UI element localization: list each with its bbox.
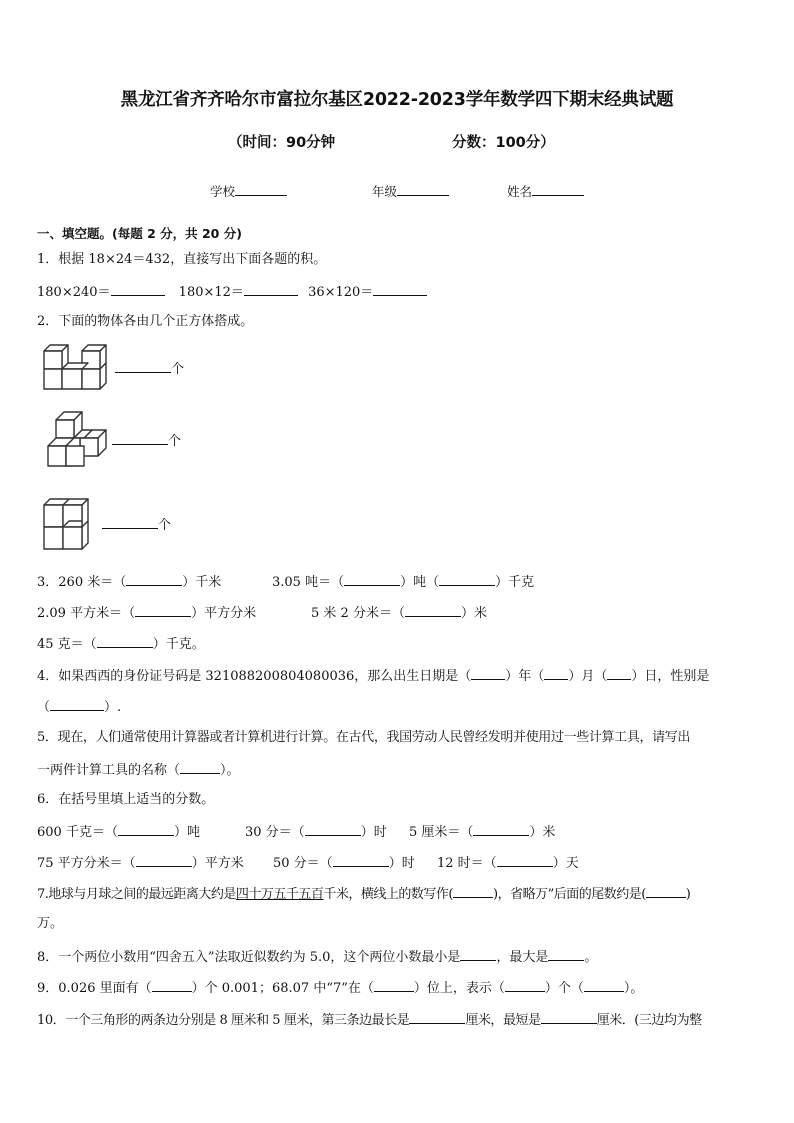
q6-blank-d[interactable] [136, 853, 192, 867]
q6-d-prefix: 75 平方分米＝（ [37, 856, 136, 871]
q1-blank-a[interactable] [111, 282, 165, 296]
question-9 [37, 978, 643, 998]
grade-blank[interactable] [397, 183, 449, 196]
q3-b-suffix: ）千克 [495, 575, 535, 590]
q5-blank[interactable] [180, 760, 220, 774]
section-heading: 一、填空题。(每题 2 分，共 20 分) [37, 226, 242, 241]
q4-prefix: 4．如果西西的身份证号码是 321088200804080036，那么出生日期是（ [37, 669, 472, 684]
q7-blank-1[interactable] [453, 884, 493, 898]
q6-c-prefix: 5 厘米＝（ [409, 825, 474, 840]
question-4-line-2 [37, 697, 121, 717]
exam-time: （时间：90分钟 [228, 135, 336, 151]
q6-f-suffix: ）天 [552, 856, 579, 871]
question-1-stem: 1．根据 18×24＝432，直接写出下面各题的积。 [37, 252, 327, 267]
q3-c-prefix: 2.09 平方米＝（ [37, 606, 136, 621]
question-3-row-1b [272, 572, 534, 592]
q3-a-suffix: ）千米 [182, 575, 222, 590]
q4-blank-day[interactable] [607, 666, 631, 680]
school-blank[interactable] [235, 183, 287, 196]
question-3-row-2b [311, 603, 487, 623]
question-1-answers [37, 282, 427, 302]
q4-month-label: ）月（ [568, 669, 608, 684]
q6-item-c [409, 822, 555, 842]
q6-blank-f[interactable] [497, 853, 553, 867]
q6-item-f [437, 853, 579, 873]
q3-d-prefix: 5 米 2 分米＝（ [311, 606, 405, 621]
question-4-line-1 [37, 666, 709, 686]
q3-c-suffix: ）平方分米 [191, 606, 257, 621]
q2-answer-1 [115, 359, 184, 379]
q3-blank-d[interactable] [405, 603, 461, 617]
q6-a-suffix: ）吨 [173, 825, 200, 840]
q2-unit-1: 个 [171, 362, 185, 377]
q8-middle: ，最大是 [496, 950, 549, 965]
q10-blank-min[interactable] [541, 1010, 597, 1024]
q4-blank-year[interactable] [471, 666, 505, 680]
q2-blank-3[interactable] [102, 515, 158, 529]
q2-unit-3: 个 [158, 518, 172, 533]
q3-blank-a[interactable] [126, 572, 182, 586]
q4-gender-prefix: （ [37, 700, 51, 715]
q4-blank-gender[interactable] [50, 697, 104, 711]
question-3-row-2 [37, 603, 256, 623]
q3-blank-c[interactable] [135, 603, 191, 617]
name-blank[interactable] [532, 183, 584, 196]
cube-figure-1 [42, 343, 108, 391]
q6-item-b [245, 822, 387, 842]
q7-blank-2[interactable] [646, 884, 686, 898]
q4-gender-suffix: ）. [104, 700, 122, 715]
school-label: 学校 [210, 184, 236, 199]
q9-part-d: ）个（ [544, 981, 584, 996]
q7-prefix: 7.地球与月球之间的最远距离大约是 [37, 887, 236, 902]
q10-blank-max[interactable] [409, 1010, 465, 1024]
question-8 [37, 947, 597, 967]
q2-blank-2[interactable] [112, 431, 168, 445]
q6-item-a [37, 822, 200, 842]
page-title: 黑龙江省齐齐哈尔市富拉尔基区2022-2023学年数学四下期末经典试题 [120, 90, 674, 110]
question-7-line-2: 万。 [37, 916, 64, 931]
q6-d-suffix: ）平方米 [191, 856, 244, 871]
school-field [210, 182, 287, 200]
q3-blank-b2[interactable] [439, 572, 495, 586]
question-3-row-1 [37, 572, 221, 592]
cube-figure-2 [46, 410, 108, 468]
q9-part-a: 9．0.026 里面有（ [37, 981, 152, 996]
q2-blank-1[interactable] [115, 359, 171, 373]
q10-middle: 厘米，最短是 [465, 1013, 541, 1028]
q1-item-b: 180×12＝ [178, 285, 244, 300]
q9-blank-2[interactable] [374, 978, 414, 992]
q5-prefix: 一两件计算工具的名称（ [37, 763, 181, 778]
q6-a-prefix: 600 千克＝（ [37, 825, 118, 840]
question-5-line-1: 5．现在，人们通常使用计算器或者计算机进行计算。在古代，我国劳动人民曾经发明并使用过一些计算工具，请写出 [37, 730, 691, 745]
name-field [507, 182, 584, 200]
q8-suffix: 。 [584, 950, 598, 965]
q9-part-e: ）。 [623, 981, 644, 996]
q6-blank-c[interactable] [473, 822, 529, 836]
name-label: 姓名 [507, 184, 533, 199]
q9-part-c: ）位上，表示（ [413, 981, 505, 996]
q1-item-a: 180×240＝ [37, 285, 111, 300]
exam-score: 分数：100分） [452, 135, 555, 151]
q3-b-middle: ）吨（ [400, 575, 440, 590]
q6-item-d [37, 853, 244, 873]
question-6-stem: 6．在括号里填上适当的分数。 [37, 792, 215, 807]
q1-item-c: 36×120＝ [308, 285, 374, 300]
q1-blank-c[interactable] [373, 282, 427, 296]
q4-suffix: ）日，性别是 [631, 669, 710, 684]
q10-prefix: 10．一个三角形的两条边分别是 8 厘米和 5 厘米，第三条边最长是 [37, 1013, 410, 1028]
q9-part-b: ）个 0.001；68.07 中“7”在（ [191, 981, 374, 996]
q6-e-prefix: 50 分＝（ [273, 856, 333, 871]
q7-middle: 千米，横线上的数写作( [323, 887, 453, 902]
q7-underlined-number: 四十万五千五百 [235, 887, 324, 902]
question-3-row-3 [37, 634, 205, 654]
q4-blank-month[interactable] [544, 666, 568, 680]
q6-item-e [273, 853, 415, 873]
q6-blank-b[interactable] [305, 822, 361, 836]
question-10 [37, 1010, 702, 1030]
cube-figure-3 [42, 497, 96, 551]
q4-year-label: ）年（ [505, 669, 545, 684]
question-5-line-2 [37, 760, 240, 780]
q6-c-suffix: ）米 [529, 825, 556, 840]
q5-suffix: ）。 [220, 763, 240, 778]
q3-a-prefix: 3．260 米＝（ [37, 575, 127, 590]
q10-suffix: 厘米．(三边均为整 [596, 1013, 702, 1028]
q7-suffix: ) [685, 887, 691, 902]
q7-middle-2: )，省略万”后面的尾数约是( [493, 887, 646, 902]
q1-blank-b[interactable] [244, 282, 298, 296]
q8-blank-min[interactable] [460, 947, 496, 961]
q9-blank-3[interactable] [505, 978, 545, 992]
q9-blank-1[interactable] [152, 978, 192, 992]
q6-blank-e[interactable] [333, 853, 389, 867]
q3-e-suffix: ）千克。 [152, 637, 205, 652]
q2-answer-2 [112, 431, 181, 451]
q3-d-suffix: ）米 [460, 606, 487, 621]
q3-b-prefix: 3.05 吨＝（ [272, 575, 345, 590]
q3-blank-e[interactable] [97, 634, 153, 648]
question-7-line-1 [37, 884, 690, 904]
grade-field [372, 182, 449, 200]
question-2-stem: 2．下面的物体各由几个正方体搭成。 [37, 314, 254, 329]
q6-blank-a[interactable] [118, 822, 174, 836]
q3-blank-b1[interactable] [344, 572, 400, 586]
q6-b-prefix: 30 分＝（ [245, 825, 305, 840]
q2-unit-2: 个 [168, 434, 182, 449]
grade-label: 年级 [372, 184, 398, 199]
q2-answer-3 [102, 515, 171, 535]
q8-prefix: 8．一个两位小数用“四舍五入”法取近似数约为 5.0，这个两位小数最小是 [37, 950, 461, 965]
q6-f-prefix: 12 时＝（ [437, 856, 497, 871]
q6-e-suffix: ）时 [388, 856, 415, 871]
q6-b-suffix: ）时 [360, 825, 387, 840]
q9-blank-4[interactable] [584, 978, 624, 992]
q8-blank-max[interactable] [548, 947, 584, 961]
q3-e-prefix: 45 克＝（ [37, 637, 97, 652]
